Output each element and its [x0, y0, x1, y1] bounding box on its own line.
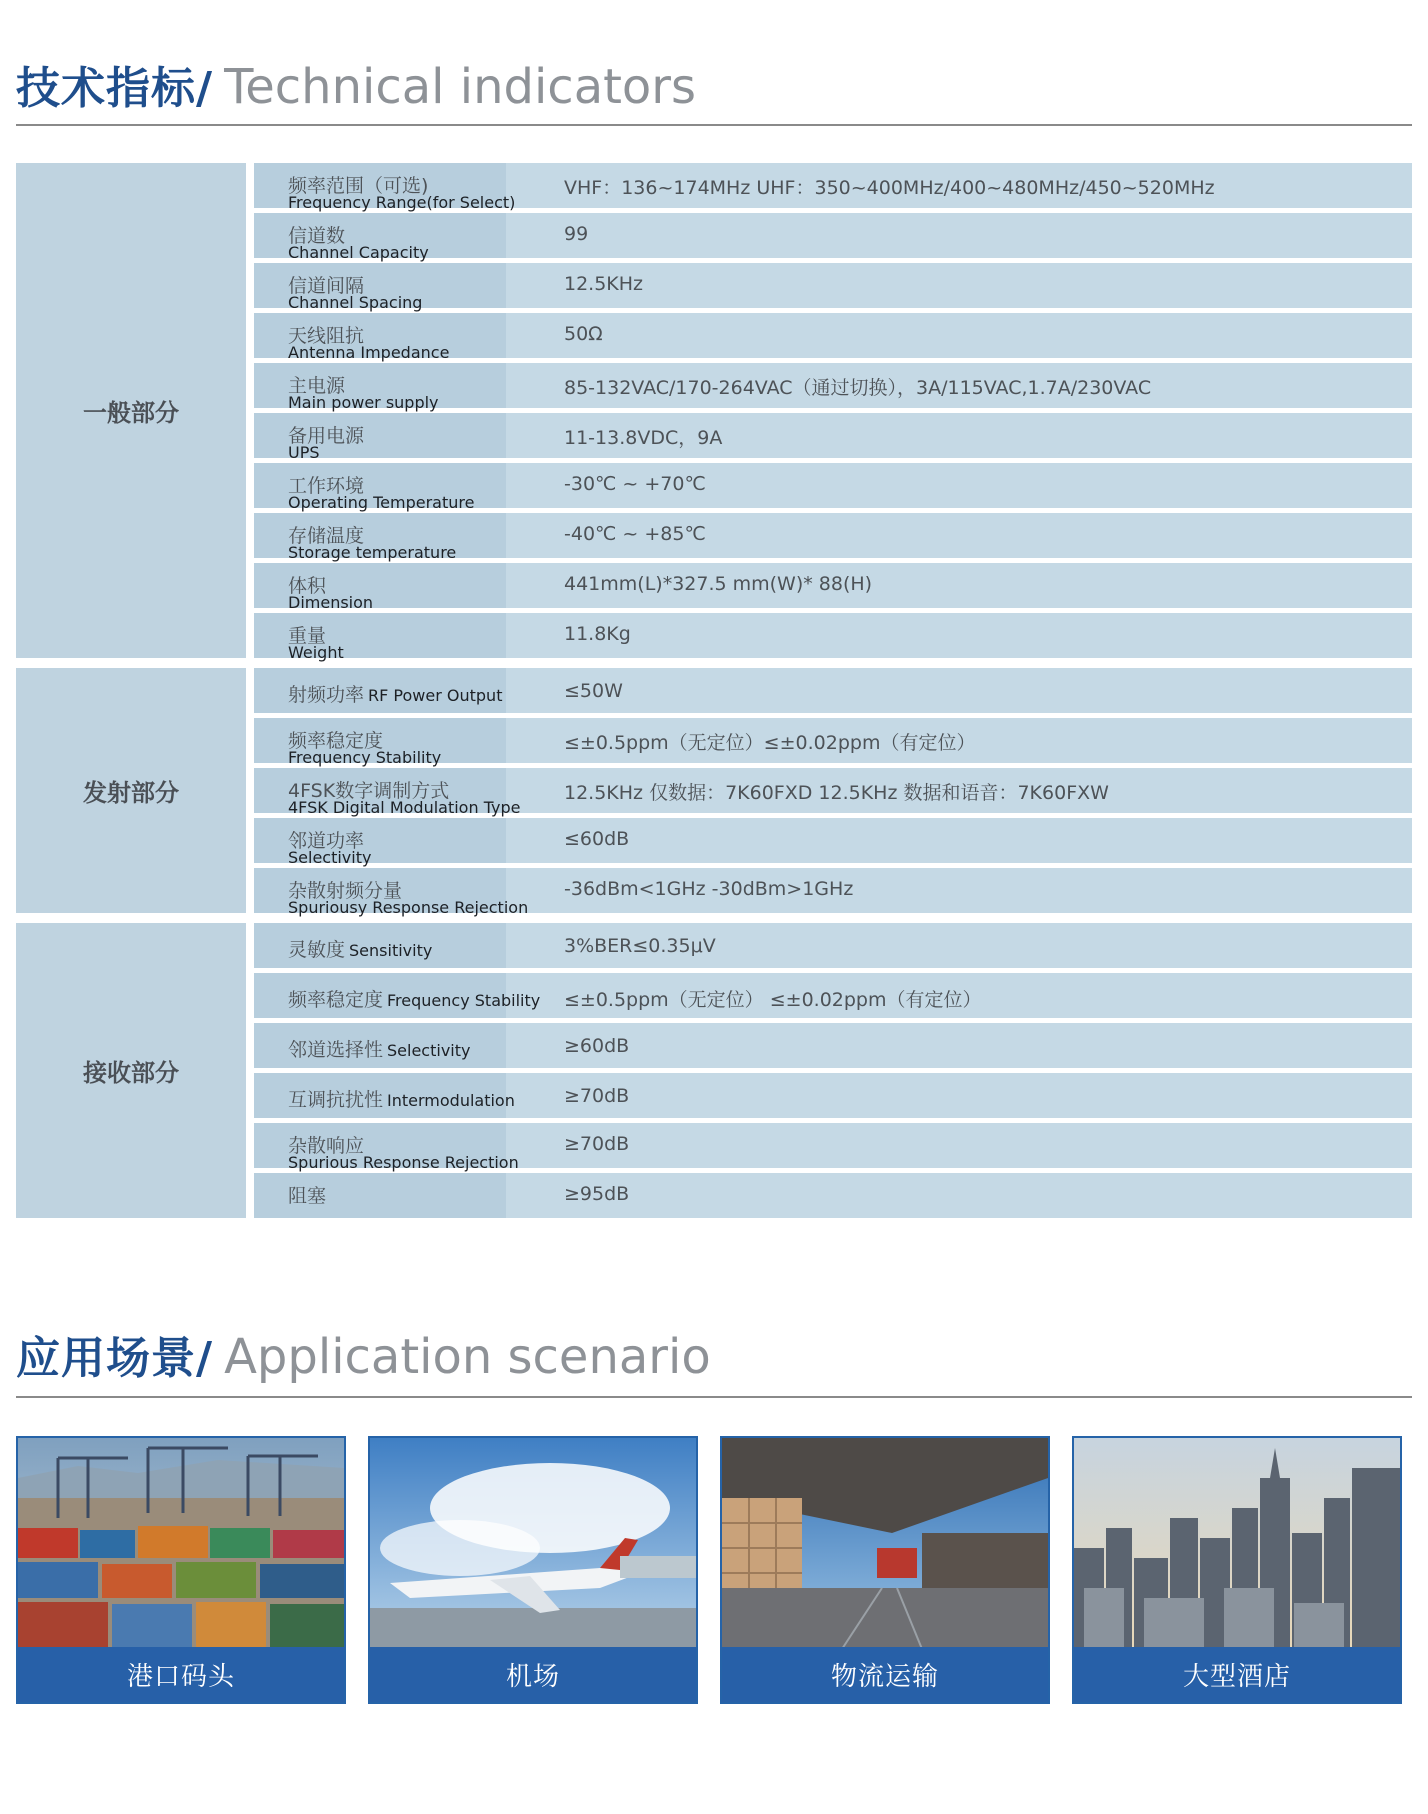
- spec-name-zh-text: 阻塞: [288, 1185, 327, 1207]
- scenario-label: 港口码头: [18, 1647, 344, 1702]
- app-title-slash: /: [196, 1333, 213, 1384]
- spec-value: 441mm(L)*327.5 mm(W)* 88(H): [564, 573, 873, 595]
- spec-name-en: Selectivity: [387, 1041, 471, 1060]
- spec-name-cell: [254, 868, 529, 917]
- spec-row: [254, 1073, 1412, 1118]
- spec-name-en: Spurious Response Rejection: [288, 1153, 519, 1172]
- spec-name-zh: [288, 985, 540, 1012]
- spec-row: [254, 1123, 1412, 1172]
- spec-name-zh-text: 频率稳定度: [288, 989, 384, 1011]
- spec-name-zh-text: 存储温度: [288, 525, 365, 547]
- spec-row: [254, 1023, 1412, 1068]
- scenario-card-hotel: [1072, 1436, 1402, 1704]
- spec-row: [254, 363, 1412, 412]
- spec-row: [254, 563, 1412, 612]
- spec-row: [254, 818, 1412, 867]
- spec-row: [254, 973, 1412, 1018]
- spec-name-cell: [254, 768, 521, 817]
- spec-name-zh-text: 互调抗扰性: [288, 1089, 384, 1111]
- spec-name-zh-text: 工作环境: [288, 475, 365, 497]
- spec-name-en: Storage temperature: [288, 543, 457, 562]
- spec-value: ≥70dB: [564, 1085, 630, 1107]
- spec-value: -40℃ ~ +85℃: [564, 523, 706, 545]
- spec-name-zh-text: 射频功率: [288, 684, 365, 706]
- spec-name-zh-text: 杂散射频分量: [288, 880, 403, 902]
- spec-name-cell: [254, 463, 506, 512]
- spec-name-cell: [254, 163, 516, 212]
- spec-name-en: Antenna Impedance: [288, 343, 450, 362]
- spec-row: [254, 413, 1412, 462]
- port-container-icon: [18, 1438, 344, 1649]
- spec-name-zh: [288, 680, 502, 707]
- spec-name-en: Channel Spacing: [288, 293, 423, 312]
- spec-name-zh-text: 灵敏度: [288, 939, 346, 961]
- scenario-label: 物流运输: [722, 1647, 1048, 1702]
- spec-value: ≥60dB: [564, 1035, 630, 1057]
- spec-name-zh-text: 信道间隔: [288, 275, 365, 297]
- spec-name-cell: [254, 923, 506, 968]
- tech-section-title: [16, 52, 696, 116]
- app-section-title: [16, 1322, 711, 1386]
- spec-section-receiver: [16, 923, 1412, 1218]
- spec-name-en: UPS: [288, 443, 320, 462]
- spec-value: ≤50W: [564, 680, 623, 702]
- spec-row: [254, 923, 1412, 968]
- spec-name-zh-text: 邻道选择性: [288, 1039, 384, 1061]
- tech-title-slash: /: [196, 63, 213, 114]
- spec-name-en: Sensitivity: [349, 941, 433, 960]
- scenario-card-port: [16, 1436, 346, 1704]
- spec-name-cell: [254, 718, 506, 767]
- spec-value: 11.8Kg: [564, 623, 631, 645]
- spec-name-cell: [254, 1123, 519, 1172]
- spec-value: ≥95dB: [564, 1183, 630, 1205]
- spec-table: [16, 163, 1412, 1228]
- spec-name-zh-text: 信道数: [288, 225, 346, 247]
- spec-value: 99: [564, 223, 589, 245]
- section-label: 一般部分: [16, 163, 246, 658]
- spec-row: [254, 668, 1412, 713]
- spec-name-en: Frequency Stability: [288, 748, 442, 767]
- spec-name-en: Channel Capacity: [288, 243, 429, 262]
- spec-name-cell: [254, 513, 506, 562]
- spec-name-en: Selectivity: [288, 848, 372, 867]
- app-divider: [16, 1396, 1412, 1398]
- spec-name-cell: [254, 363, 506, 412]
- spec-name-en: Weight: [288, 643, 344, 662]
- spec-name-zh: [288, 935, 432, 962]
- spec-row: [254, 513, 1412, 562]
- spec-value: 11-13.8VDC，9A: [564, 427, 723, 449]
- spec-value: ≥70dB: [564, 1133, 630, 1155]
- airport-airplane-icon: [370, 1438, 696, 1649]
- spec-name-en: Frequency Stability: [387, 991, 541, 1010]
- scenario-card-airport: [368, 1436, 698, 1704]
- spec-name-zh: [288, 1035, 470, 1062]
- spec-name-zh-text: 频率范围（可选): [288, 175, 429, 197]
- spec-name-zh-text: 重量: [288, 625, 327, 647]
- section-label: 接收部分: [16, 923, 246, 1218]
- spec-name-cell: [254, 668, 506, 713]
- spec-value: VHF：136~174MHz UHF：350~400MHz/400~480MHz/450~520MHz: [564, 177, 1215, 199]
- spec-name-cell: [254, 413, 506, 462]
- spec-name-en: Frequency Range(for Select): [288, 193, 516, 212]
- spec-name-cell: [254, 818, 506, 867]
- spec-name-en: Spuriousy Response Rejection: [288, 898, 529, 917]
- spec-name-en: RF Power Output: [368, 686, 503, 705]
- spec-name-en: Dimension: [288, 593, 374, 612]
- spec-name-en: Operating Temperature: [288, 493, 475, 512]
- spec-section-general: [16, 163, 1412, 662]
- spec-name-cell: [254, 213, 506, 262]
- spec-name-cell: [254, 1173, 506, 1218]
- section-label: 发射部分: [16, 668, 246, 913]
- app-title-en: Application scenario: [224, 1329, 711, 1385]
- spec-value: -30℃ ~ +70℃: [564, 473, 706, 495]
- spec-name-en: 4FSK Digital Modulation Type: [288, 798, 521, 817]
- spec-value: ≤±0.5ppm（无定位） ≤±0.02ppm（有定位）: [564, 989, 982, 1011]
- spec-name-zh-text: 杂散响应: [288, 1135, 365, 1157]
- spec-value: -36dBm<1GHz -30dBm>1GHz: [564, 878, 854, 900]
- tech-title-zh: 技术指标: [16, 63, 196, 114]
- spec-name-cell: [254, 563, 506, 612]
- spec-name-zh-text: 天线阻抗: [288, 325, 365, 347]
- spec-name-zh-text: 备用电源: [288, 425, 365, 447]
- city-skyline-icon: [1074, 1438, 1400, 1649]
- spec-name-cell: [254, 973, 541, 1018]
- spec-name-zh: [288, 1085, 515, 1112]
- spec-name-en: Main power supply: [288, 393, 439, 412]
- spec-row: [254, 613, 1412, 662]
- spec-name-zh-text: 邻道功率: [288, 830, 365, 852]
- spec-row: [254, 463, 1412, 512]
- tech-title-en: Technical indicators: [224, 59, 697, 115]
- spec-value: 12.5KHz: [564, 273, 644, 295]
- spec-name-zh-text: 频率稳定度: [288, 730, 384, 752]
- spec-value: 50Ω: [564, 323, 603, 345]
- spec-name-cell: [254, 313, 506, 362]
- spec-name-zh-text: 4FSK数字调制方式: [288, 780, 450, 802]
- spec-value: ≤60dB: [564, 828, 630, 850]
- logistics-warehouse-icon: [722, 1438, 1048, 1649]
- scenario-card-logistics: [720, 1436, 1050, 1704]
- spec-row: [254, 768, 1412, 817]
- spec-value: 85-132VAC/170-264VAC（通过切换），3A/115VAC,1.7A/230VAC: [564, 377, 1152, 399]
- scenario-label: 大型酒店: [1074, 1647, 1400, 1702]
- spec-row: [254, 1173, 1412, 1218]
- spec-row: [254, 868, 1412, 917]
- spec-name-zh-text: 体积: [288, 575, 327, 597]
- spec-section-transmitter: [16, 668, 1412, 917]
- spec-row: [254, 263, 1412, 312]
- spec-name-cell: [254, 613, 506, 662]
- spec-name-cell: [254, 1023, 506, 1068]
- spec-row: [254, 718, 1412, 767]
- spec-name-zh-text: 主电源: [288, 375, 346, 397]
- spec-name-en: Intermodulation: [387, 1091, 515, 1110]
- app-title-zh: 应用场景: [16, 1333, 196, 1384]
- spec-value: 3%BER≤0.35μV: [564, 935, 716, 957]
- spec-row: [254, 313, 1412, 362]
- spec-row: [254, 163, 1412, 212]
- spec-value: 12.5KHz 仅数据：7K60FXD 12.5KHz 数据和语音：7K60FXW: [564, 782, 1109, 804]
- spec-name-zh: [288, 1181, 326, 1208]
- spec-value: ≤±0.5ppm（无定位）≤±0.02ppm（有定位）: [564, 732, 976, 754]
- tech-divider: [16, 124, 1412, 126]
- spec-name-cell: [254, 1073, 515, 1118]
- scenario-gallery: [16, 1436, 1412, 1704]
- spec-row: [254, 213, 1412, 262]
- spec-name-cell: [254, 263, 506, 312]
- scenario-label: 机场: [370, 1647, 696, 1702]
